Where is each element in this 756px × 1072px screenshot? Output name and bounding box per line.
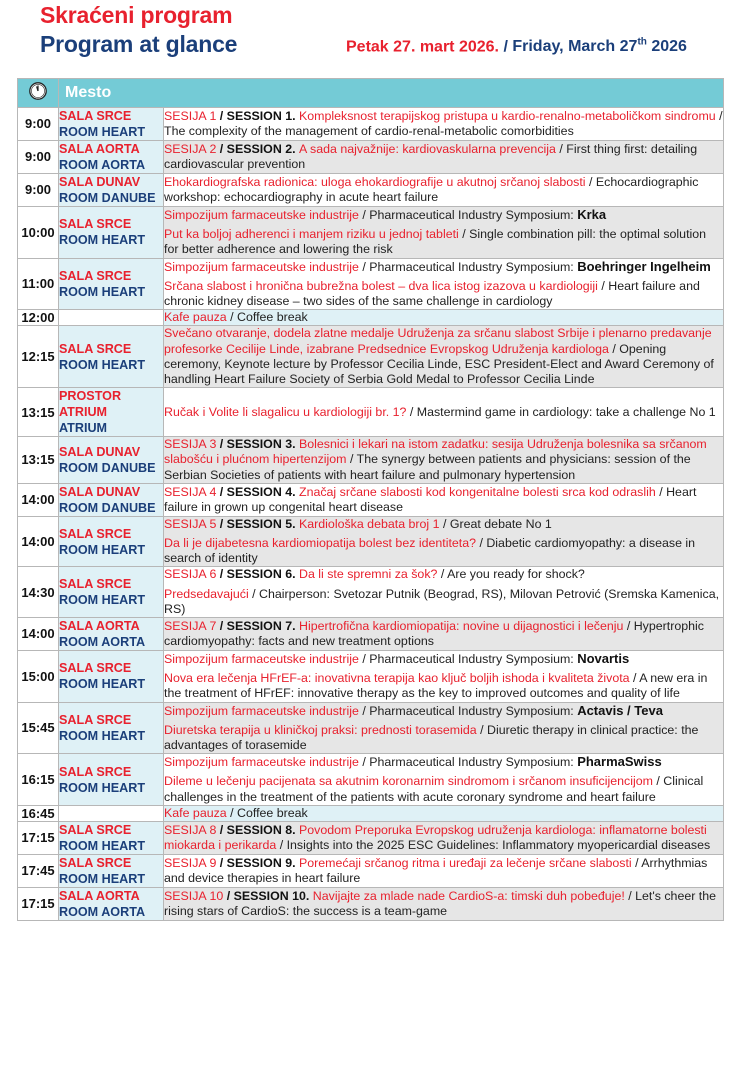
break-row (18, 310, 724, 326)
serbian-text: Dileme u lečenju pacijenata sa akutnim koronarnim sindromom i srčanom insuficijencijom (164, 774, 653, 789)
room-name-english: ROOM DANUBE (59, 461, 156, 476)
session-time: 12:15 (18, 326, 59, 388)
date-english-year: 2026 (646, 38, 687, 56)
room-name-serbian: SALA SRCE (59, 268, 132, 283)
room-name-english: ROOM HEART (59, 284, 146, 299)
session-room (59, 651, 164, 703)
description-text: / Single combination pill: the optimal solution for better adherence and lowering the risk (164, 227, 707, 257)
session-row (18, 567, 724, 618)
room-name-english: ROOM HEART (59, 125, 146, 139)
description-text: / First thing first: detailing cardiovascular prevention (164, 141, 698, 171)
session-row (18, 618, 724, 651)
serbian-text: Nova era lečenja HFrEF-a: inovativna terapija kao ključ boljih ishoda i kvaliteta života (164, 671, 630, 686)
room-name-english: ROOM HEART (59, 780, 146, 795)
session-label: / SESSION 9. (216, 855, 299, 870)
room-name-serbian: SALA SRCE (59, 823, 132, 838)
session-description (164, 702, 724, 754)
session-time: 9:00 (18, 141, 59, 174)
description-text: / Coffee break (226, 805, 308, 820)
room-name-serbian: SALA AORTA (59, 619, 140, 634)
description-text: / Diuretic therapy in clinical practice: the advantages of torasemide (164, 722, 699, 753)
session-time: 11:00 (18, 258, 59, 310)
description-paragraph (164, 619, 723, 649)
session-description (164, 822, 724, 855)
session-room (59, 326, 164, 388)
session-description (164, 483, 724, 516)
description-paragraph (164, 485, 723, 515)
session-row (18, 651, 724, 703)
session-room (59, 855, 164, 888)
description-paragraph (164, 310, 723, 325)
session-room (59, 437, 164, 484)
description-paragraph (164, 754, 723, 770)
session-description (164, 567, 724, 618)
description-text: / Pharmaceutical Industry Symposium: (358, 208, 578, 222)
session-room (59, 388, 164, 437)
session-time: 14:30 (18, 567, 59, 618)
session-room (59, 108, 164, 141)
room-name-english: ROOM HEART (59, 839, 146, 854)
serbian-text: Simpozijum farmaceutske industrije (164, 703, 359, 718)
description-paragraph (164, 723, 723, 753)
session-room (59, 822, 164, 855)
session-time: 15:00 (18, 651, 59, 703)
session-row (18, 258, 724, 310)
serbian-text: Simpozijum farmaceutske industrije (164, 259, 359, 274)
description-text: / Coffee break (226, 310, 308, 325)
description-text: / Pharmaceutical Industry Symposium: (358, 259, 578, 274)
session-room (59, 805, 164, 821)
session-description (164, 174, 724, 207)
session-description (164, 388, 724, 437)
description-text: / Are you ready for shock? (437, 567, 585, 582)
serbian-text: Kafe pauza (164, 805, 227, 820)
session-time: 9:00 (18, 174, 59, 207)
session-time: 17:15 (18, 822, 59, 855)
serbian-text: Značaj srčane slabosti kod kongenitalne bolesti srca kod odraslih (299, 484, 656, 499)
date-ordinal-suffix: th (637, 37, 647, 48)
session-row (18, 108, 724, 141)
session-room (59, 754, 164, 806)
serbian-text: SESIJA 10 (164, 888, 224, 903)
description-paragraph (164, 774, 723, 804)
session-time: 13:15 (18, 437, 59, 484)
session-room (59, 141, 164, 174)
session-time: 16:45 (18, 805, 59, 821)
serbian-text: Diuretska terapija u kliničkoj praksi: prednosti torasemida (164, 722, 477, 737)
title-english: Program at glance (40, 31, 238, 57)
session-description (164, 805, 724, 821)
serbian-text: Kafe pauza (164, 310, 227, 325)
session-description (164, 326, 724, 388)
description-text: / The synergy between patients and physicians: session of the Serbian Societies of patients with heart failure and pulmonary hypertension (164, 452, 691, 482)
serbian-text: SESIJA 7 (164, 618, 217, 633)
session-time: 16:15 (18, 754, 59, 806)
room-name-serbian: SALA SRCE (59, 856, 132, 871)
serbian-text: Hipertrofična kardiomiopatija: novine u dijagnostici i lečenju (299, 618, 624, 633)
description-text: / Hypertrophic cardiomyopathy: facts and new treatment options (164, 618, 704, 649)
room-name-serbian: SALA AORTA (59, 142, 140, 156)
session-label: / SESSION 8. (216, 822, 299, 837)
serbian-text: Bolesnici i lekari na istom zadatku: sesija Udruženja bolesnika sa srčanom slabošću i plućnom hipertenzijom (164, 437, 707, 467)
session-time: 17:15 (18, 888, 59, 921)
room-name-english: ROOM DANUBE (59, 191, 156, 205)
session-row (18, 437, 724, 484)
description-paragraph (164, 651, 723, 667)
serbian-text: Da li ste spremni za šok? (299, 567, 438, 582)
session-description (164, 651, 724, 703)
room-name-serbian: SALA AORTA (59, 889, 140, 904)
session-description (164, 754, 724, 806)
session-row (18, 855, 724, 888)
sponsor-name: Boehringer Ingelheim (577, 258, 711, 274)
description-paragraph (164, 517, 723, 532)
serbian-text: SESIJA 1 (164, 108, 217, 123)
room-name-english: ROOM AORTA (59, 905, 146, 920)
description-paragraph (164, 259, 723, 275)
description-paragraph (164, 326, 723, 387)
serbian-text: A sada najvažnije: kardiovaskularna prevencija (299, 141, 556, 156)
room-name-english: ROOM AORTA (59, 158, 146, 172)
session-label: / SESSION 7. (216, 618, 299, 633)
room-name-serbian: SALA DUNAV (59, 484, 141, 499)
room-name-serbian: SALA DUNAV (59, 445, 141, 460)
serbian-text: Navijajte za mlade nade CardioS-a: timski duh pobeđuje! (312, 888, 625, 903)
date-english (512, 38, 687, 55)
session-row (18, 388, 724, 437)
session-time: 14:00 (18, 618, 59, 651)
session-description (164, 258, 724, 310)
date-serbian: Petak 27. mart 2026. (346, 38, 499, 56)
session-time: 14:00 (18, 483, 59, 516)
session-time: 9:00 (18, 108, 59, 141)
description-text: / Echocardiographic workshop: echocardiography in acute heart failure (164, 174, 699, 204)
room-name-english: ROOM HEART (59, 233, 146, 248)
serbian-text: SESIJA 2 (164, 141, 217, 156)
session-row (18, 754, 724, 806)
serbian-text: Simpozijum farmaceutske industrije (164, 755, 359, 770)
description-paragraph (164, 437, 723, 483)
description-text: / Diabetic cardiomyopathy: a disease in search of identity (164, 536, 696, 566)
room-name-english: ROOM DANUBE (59, 500, 156, 515)
session-description (164, 437, 724, 484)
session-description (164, 310, 724, 326)
serbian-text: SESIJA 8 (164, 822, 217, 837)
session-row (18, 888, 724, 921)
serbian-text: SESIJA 3 (164, 437, 217, 452)
session-label: / SESSION 2. (216, 141, 299, 156)
session-description (164, 141, 724, 174)
serbian-text: SESIJA 5 (164, 516, 217, 531)
session-time: 17:45 (18, 855, 59, 888)
event-date (346, 37, 687, 56)
room-name-serbian: SALA SRCE (59, 526, 132, 541)
room-name-serbian: SALA SRCE (59, 661, 132, 676)
serbian-text: Simpozijum farmaceutske industrije (164, 208, 359, 222)
room-name-english: ATRIUM (59, 421, 108, 436)
program-table (17, 78, 724, 921)
room-name-serbian: SALA SRCE (59, 712, 132, 727)
room-name-serbian: SALA SRCE (59, 341, 132, 356)
session-description (164, 516, 724, 567)
description-paragraph (164, 587, 723, 617)
session-room (59, 207, 164, 259)
session-description (164, 888, 724, 921)
session-room (59, 174, 164, 207)
room-name-english: ROOM HEART (59, 677, 146, 692)
session-time: 15:45 (18, 702, 59, 754)
serbian-text: Kompleksnost terapijskog pristupa u kardio-renalno-metaboličkom sindromu (299, 108, 716, 123)
room-name-english: ROOM HEART (59, 542, 146, 557)
sponsor-name: PharmaSwiss (577, 754, 662, 770)
room-name-english: ROOM AORTA (59, 635, 146, 650)
description-text: / Let's cheer the rising stars of CardioS: the success is a team-game (164, 888, 717, 919)
session-row (18, 822, 724, 855)
session-room (59, 483, 164, 516)
serbian-text: SESIJA 9 (164, 855, 217, 870)
session-room (59, 258, 164, 310)
description-text: / Pharmaceutical Industry Symposium: (358, 755, 578, 770)
session-description (164, 207, 724, 259)
session-room (59, 567, 164, 618)
serbian-text: Kardiološka debata broj 1 (299, 516, 440, 531)
description-paragraph (164, 109, 723, 139)
session-row (18, 516, 724, 567)
serbian-text: Da li je dijabetesna kardiomiopatija bolest bez identiteta? (164, 536, 477, 551)
room-name-serbian: PROSTOR ATRIUM (59, 389, 122, 420)
session-time: 14:00 (18, 516, 59, 567)
description-paragraph (164, 671, 723, 701)
sponsor-name: Novartis (577, 651, 630, 667)
description-paragraph (164, 405, 723, 420)
session-room (59, 310, 164, 326)
description-paragraph (164, 856, 723, 886)
description-paragraph (164, 823, 723, 853)
session-row (18, 174, 724, 207)
sponsor-name: Krka (577, 207, 607, 222)
session-label: / SESSION 6. (216, 567, 299, 582)
session-room (59, 516, 164, 567)
room-name-english: ROOM HEART (59, 872, 146, 887)
description-text: / Pharmaceutical Industry Symposium: (358, 652, 578, 667)
serbian-text: Ručak i Volite li slagalicu u kardiologiji br. 1? (164, 404, 407, 419)
session-row (18, 326, 724, 388)
room-name-serbian: SALA SRCE (59, 217, 132, 232)
break-row (18, 805, 724, 821)
room-name-serbian: SALA SRCE (59, 109, 132, 123)
session-label: / SESSION 1. (216, 108, 299, 123)
description-text: / Chairperson: Svetozar Putnik (Beograd, RS), Milovan Petrović (Sremska Kamenica, RS) (164, 586, 720, 616)
description-text: / Opening ceremony, Keynote lecture by Professor Cecilia Linde, ESC President-Elect and Award Ceremony of handling Heart Failure Society of Serbia Gold Medal to Professor Cecilia Linde (164, 341, 714, 387)
description-text: / Clinical challenges in the treatment of the patients with acute coronary syndrome and heart failure (164, 774, 704, 804)
description-text: / Heart failure and chronic kidney disease – two sides of the same challenge in cardiology (164, 278, 700, 309)
session-room (59, 618, 164, 651)
title-serbian: Skraćeni program (40, 2, 233, 28)
session-time: 10:00 (18, 207, 59, 259)
description-text: / Mastermind game in cardiology: take a challenge No 1 (406, 404, 716, 419)
session-time: 13:15 (18, 388, 59, 437)
description-text: / The complexity of the management of cardio-renal-metabolic comorbidities (164, 108, 723, 138)
description-text: / Insights into the 2025 ESC Guidelines: Inflammatory myopericardial diseases (276, 838, 711, 853)
date-english-prefix: Friday, March 27 (512, 38, 638, 56)
serbian-text: Put ka boljoj adherenci i manjem riziku u jednoj tableti (164, 227, 459, 242)
date-separator: / (499, 38, 513, 56)
session-description (164, 618, 724, 651)
description-paragraph (164, 889, 723, 919)
session-label: / SESSION 10. (223, 888, 313, 903)
description-text: / Arrhythmias and device therapies in heart failure (164, 855, 708, 886)
session-label: / SESSION 3. (216, 437, 299, 452)
sponsor-name: Actavis / Teva (577, 702, 663, 718)
session-description (164, 108, 724, 141)
description-text: / A new era in the treatment of HFrEF: innovative therapy as the key to improved outcomes and quality of life (164, 671, 708, 701)
session-description (164, 855, 724, 888)
clock-icon (28, 90, 48, 104)
session-row (18, 483, 724, 516)
session-room (59, 702, 164, 754)
serbian-text: SESIJA 6 (164, 567, 217, 582)
serbian-text: Poremećaji srčanog ritma i uređaji za lečenje srčane slabosti (299, 855, 632, 870)
session-row (18, 141, 724, 174)
serbian-text: Srčana slabost i hronična bubrežna bolest – dva lica istog izazova u kardiologiji (164, 278, 598, 293)
session-row (18, 702, 724, 754)
room-name-serbian: SALA SRCE (59, 764, 132, 779)
location-column-header: Mesto (59, 79, 724, 108)
session-label: / SESSION 4. (216, 484, 299, 499)
room-name-english: ROOM HEART (59, 728, 146, 743)
serbian-text: Simpozijum farmaceutske industrije (164, 652, 359, 667)
session-row (18, 207, 724, 259)
room-name-english: ROOM HEART (59, 593, 146, 608)
serbian-text: Predsedavajući (164, 586, 249, 601)
room-name-serbian: SALA SRCE (59, 577, 132, 592)
description-paragraph (164, 142, 723, 172)
description-text: / Heart failure in grown up congenital heart disease (164, 484, 697, 514)
serbian-text: Svečano otvaranje, dodela zlatne medalje Udruženja za srčanu slabost Srbije i plenarno predavanje profesorke Cecilije Linde, izabrane Predsednice Evropskog Udruženja kardiologa (164, 326, 712, 356)
description-paragraph (164, 227, 723, 257)
description-paragraph (164, 703, 723, 719)
time-column-header (18, 79, 59, 108)
description-paragraph (164, 279, 723, 309)
serbian-text: Povodom Preporuka Evropskog udruženja kardiologa: inflamatorne bolesti miokarda i perikarda (164, 822, 707, 853)
description-paragraph (164, 536, 723, 566)
room-name-serbian: SALA DUNAV (59, 175, 141, 189)
serbian-text: Ehokardiografska radionica: uloga ehokardiografije u akutnoj srčanoj slabosti (164, 174, 586, 189)
table-header-row (18, 79, 724, 108)
room-name-english: ROOM HEART (59, 357, 146, 372)
description-paragraph (164, 207, 723, 223)
description-text: / Great debate No 1 (439, 516, 552, 531)
description-paragraph (164, 567, 723, 582)
description-paragraph (164, 175, 723, 205)
description-paragraph (164, 806, 723, 821)
session-time: 12:00 (18, 310, 59, 326)
serbian-text: SESIJA 4 (164, 484, 217, 499)
session-label: / SESSION 5. (216, 516, 299, 531)
session-room (59, 888, 164, 921)
description-text: / Pharmaceutical Industry Symposium: (358, 703, 578, 718)
